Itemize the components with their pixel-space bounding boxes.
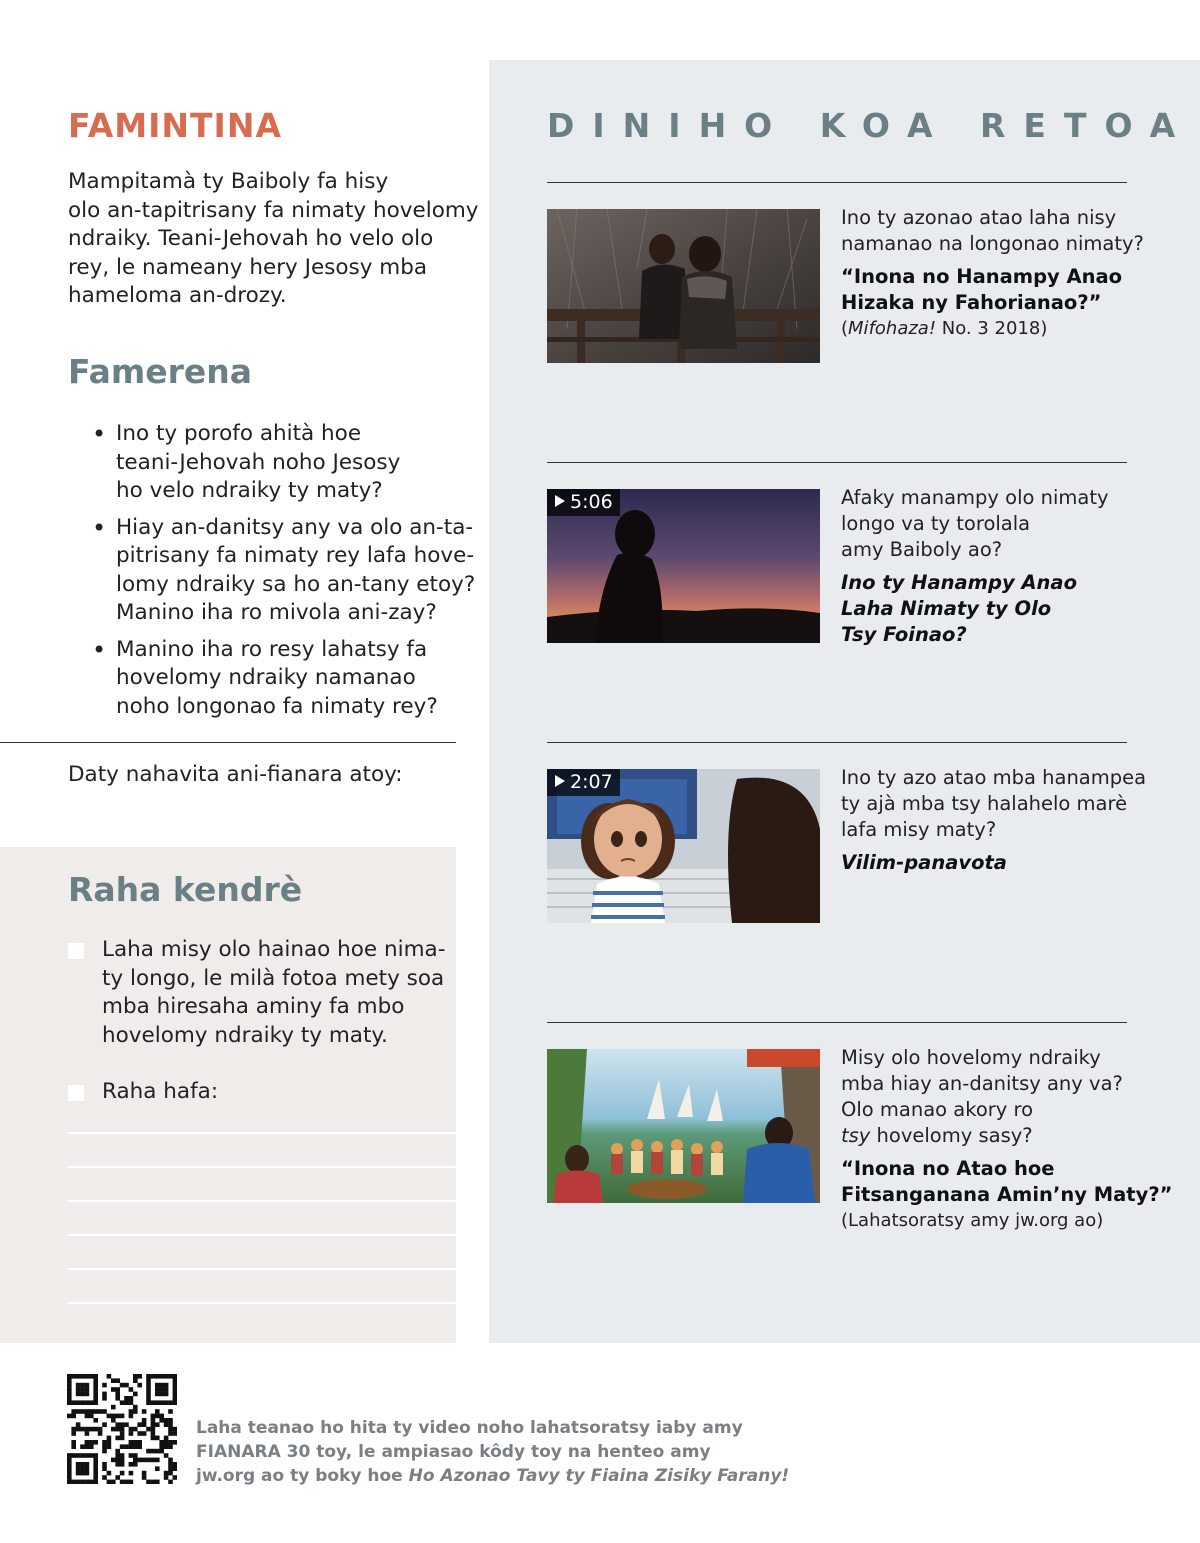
review-question: • Hiay an-danitsy any va olo an-ta- pitrisany fa nimaty rey lafa hove- lomy ndraiky sa ho an-tany etoy? Manino iha ro mivola ani-zay? (92, 514, 462, 628)
video-resource (841, 765, 1147, 876)
date-completed-label: Daty nahavita ani-fianara atoy: (68, 762, 403, 787)
divider (547, 182, 1127, 183)
summary-line: rey, le nameany hery Jesosy mba (68, 254, 428, 280)
resurrection-painting-image (547, 1049, 820, 1203)
goal-item: Laha misy olo hainao hoe nima- ty longo, le milà fotoa mety soa mba hiresaha aminy fa mbo hovelomy ndraiky ty maty. (102, 937, 446, 1048)
resource-question: Afaky manampy olo nimaty longo va ty torolala amy Baiboly ao? (841, 486, 1109, 561)
resource-title-link[interactable]: “Inona no Atao hoe Fitsanganana Amin’ny Maty?” (841, 1157, 1173, 1206)
summary-line: ndraiky. Teani-Jehovah ho velo olo (68, 226, 434, 251)
resource-title-link[interactable]: Ino ty Hanampy Anao Laha Nimaty ty Olo Tsy Foinao? (841, 571, 1077, 646)
resource-title-link[interactable]: Vilim-panavota (841, 851, 1007, 874)
goal-other-label: Raha hafa: (102, 1079, 219, 1104)
write-line[interactable] (68, 1302, 456, 1304)
write-line[interactable] (68, 1132, 456, 1134)
video-duration: 5:06 (547, 489, 620, 516)
couple-photo-image (547, 209, 820, 363)
review-heading: Famerena (68, 352, 253, 391)
summary-line: olo an-tapitrisany fa nimaty hovelomy (68, 197, 479, 223)
write-line[interactable] (68, 1234, 456, 1236)
summary-heading: FAMINTINA (68, 106, 282, 145)
divider (547, 1022, 1127, 1023)
video-thumbnail[interactable] (547, 769, 820, 923)
video-thumbnail[interactable] (547, 489, 820, 643)
review-question: • Manino iha ro resy lahatsy fa hovelomy ndraiky namanao noho longonao fa nimaty rey? (92, 636, 462, 722)
play-icon (555, 495, 565, 507)
resource-source: (Lahatsoratsy amy jw.org ao) (841, 1210, 1104, 1231)
article-thumbnail[interactable] (547, 209, 820, 363)
goal-heading: Raha kendrè (68, 870, 303, 909)
divider (547, 462, 1127, 463)
review-question: • Ino ty porofo ahità hoe teani-Jehovah noho Jesosy ho velo ndraiky ty maty? (92, 420, 462, 506)
resource-question: Ino ty azo atao mba hanampea ty ajà mba tsy halahelo marè lafa misy maty? (841, 766, 1147, 841)
explore-heading: DINIHO KOA RETOA (547, 106, 1194, 145)
play-icon (555, 775, 565, 787)
write-line[interactable] (68, 1166, 456, 1168)
article-resource (841, 205, 1144, 342)
summary-text (68, 168, 479, 311)
summary-line: Mampitamà ty Baiboly fa hisy (68, 169, 389, 194)
qr-code[interactable] (67, 1374, 177, 1484)
qr-code-icon (67, 1374, 177, 1484)
goal-checkbox[interactable] (68, 943, 84, 959)
video-duration: 2:07 (547, 769, 620, 796)
resource-question: Misy olo hovelomy ndraiky mba hiay an-danitsy any va? Olo manao akory ro tsy hovelomy sasy? (841, 1046, 1123, 1147)
footer-note: Laha teanao ho hita ty video noho lahatsoratsy iaby amy FIANARA 30 toy, le ampiasao kôdy toy na henteo amy jw.org ao ty boky hoe Ho Azonao Tavy ty Fiaina Zisiky Farany! (196, 1418, 790, 1486)
review-list (92, 420, 476, 729)
article-thumbnail[interactable] (547, 1049, 820, 1203)
resource-source: (Mifohaza! No. 3 2018) (841, 318, 1048, 339)
write-line[interactable] (68, 1200, 456, 1202)
goal-other-checkbox[interactable] (68, 1085, 84, 1101)
video-resource (841, 485, 1131, 648)
resource-question: Ino ty azonao atao laha nisy namanao na longonao nimaty? (841, 206, 1144, 255)
write-line[interactable] (68, 1268, 456, 1270)
resource-title-link[interactable]: “Inona no Hanampy Anao Hizaka ny Fahorianao?” (841, 265, 1123, 314)
article-resource (841, 1045, 1173, 1234)
summary-line: hameloma an-drozy. (68, 283, 287, 308)
divider (0, 742, 456, 743)
divider (547, 742, 1127, 743)
